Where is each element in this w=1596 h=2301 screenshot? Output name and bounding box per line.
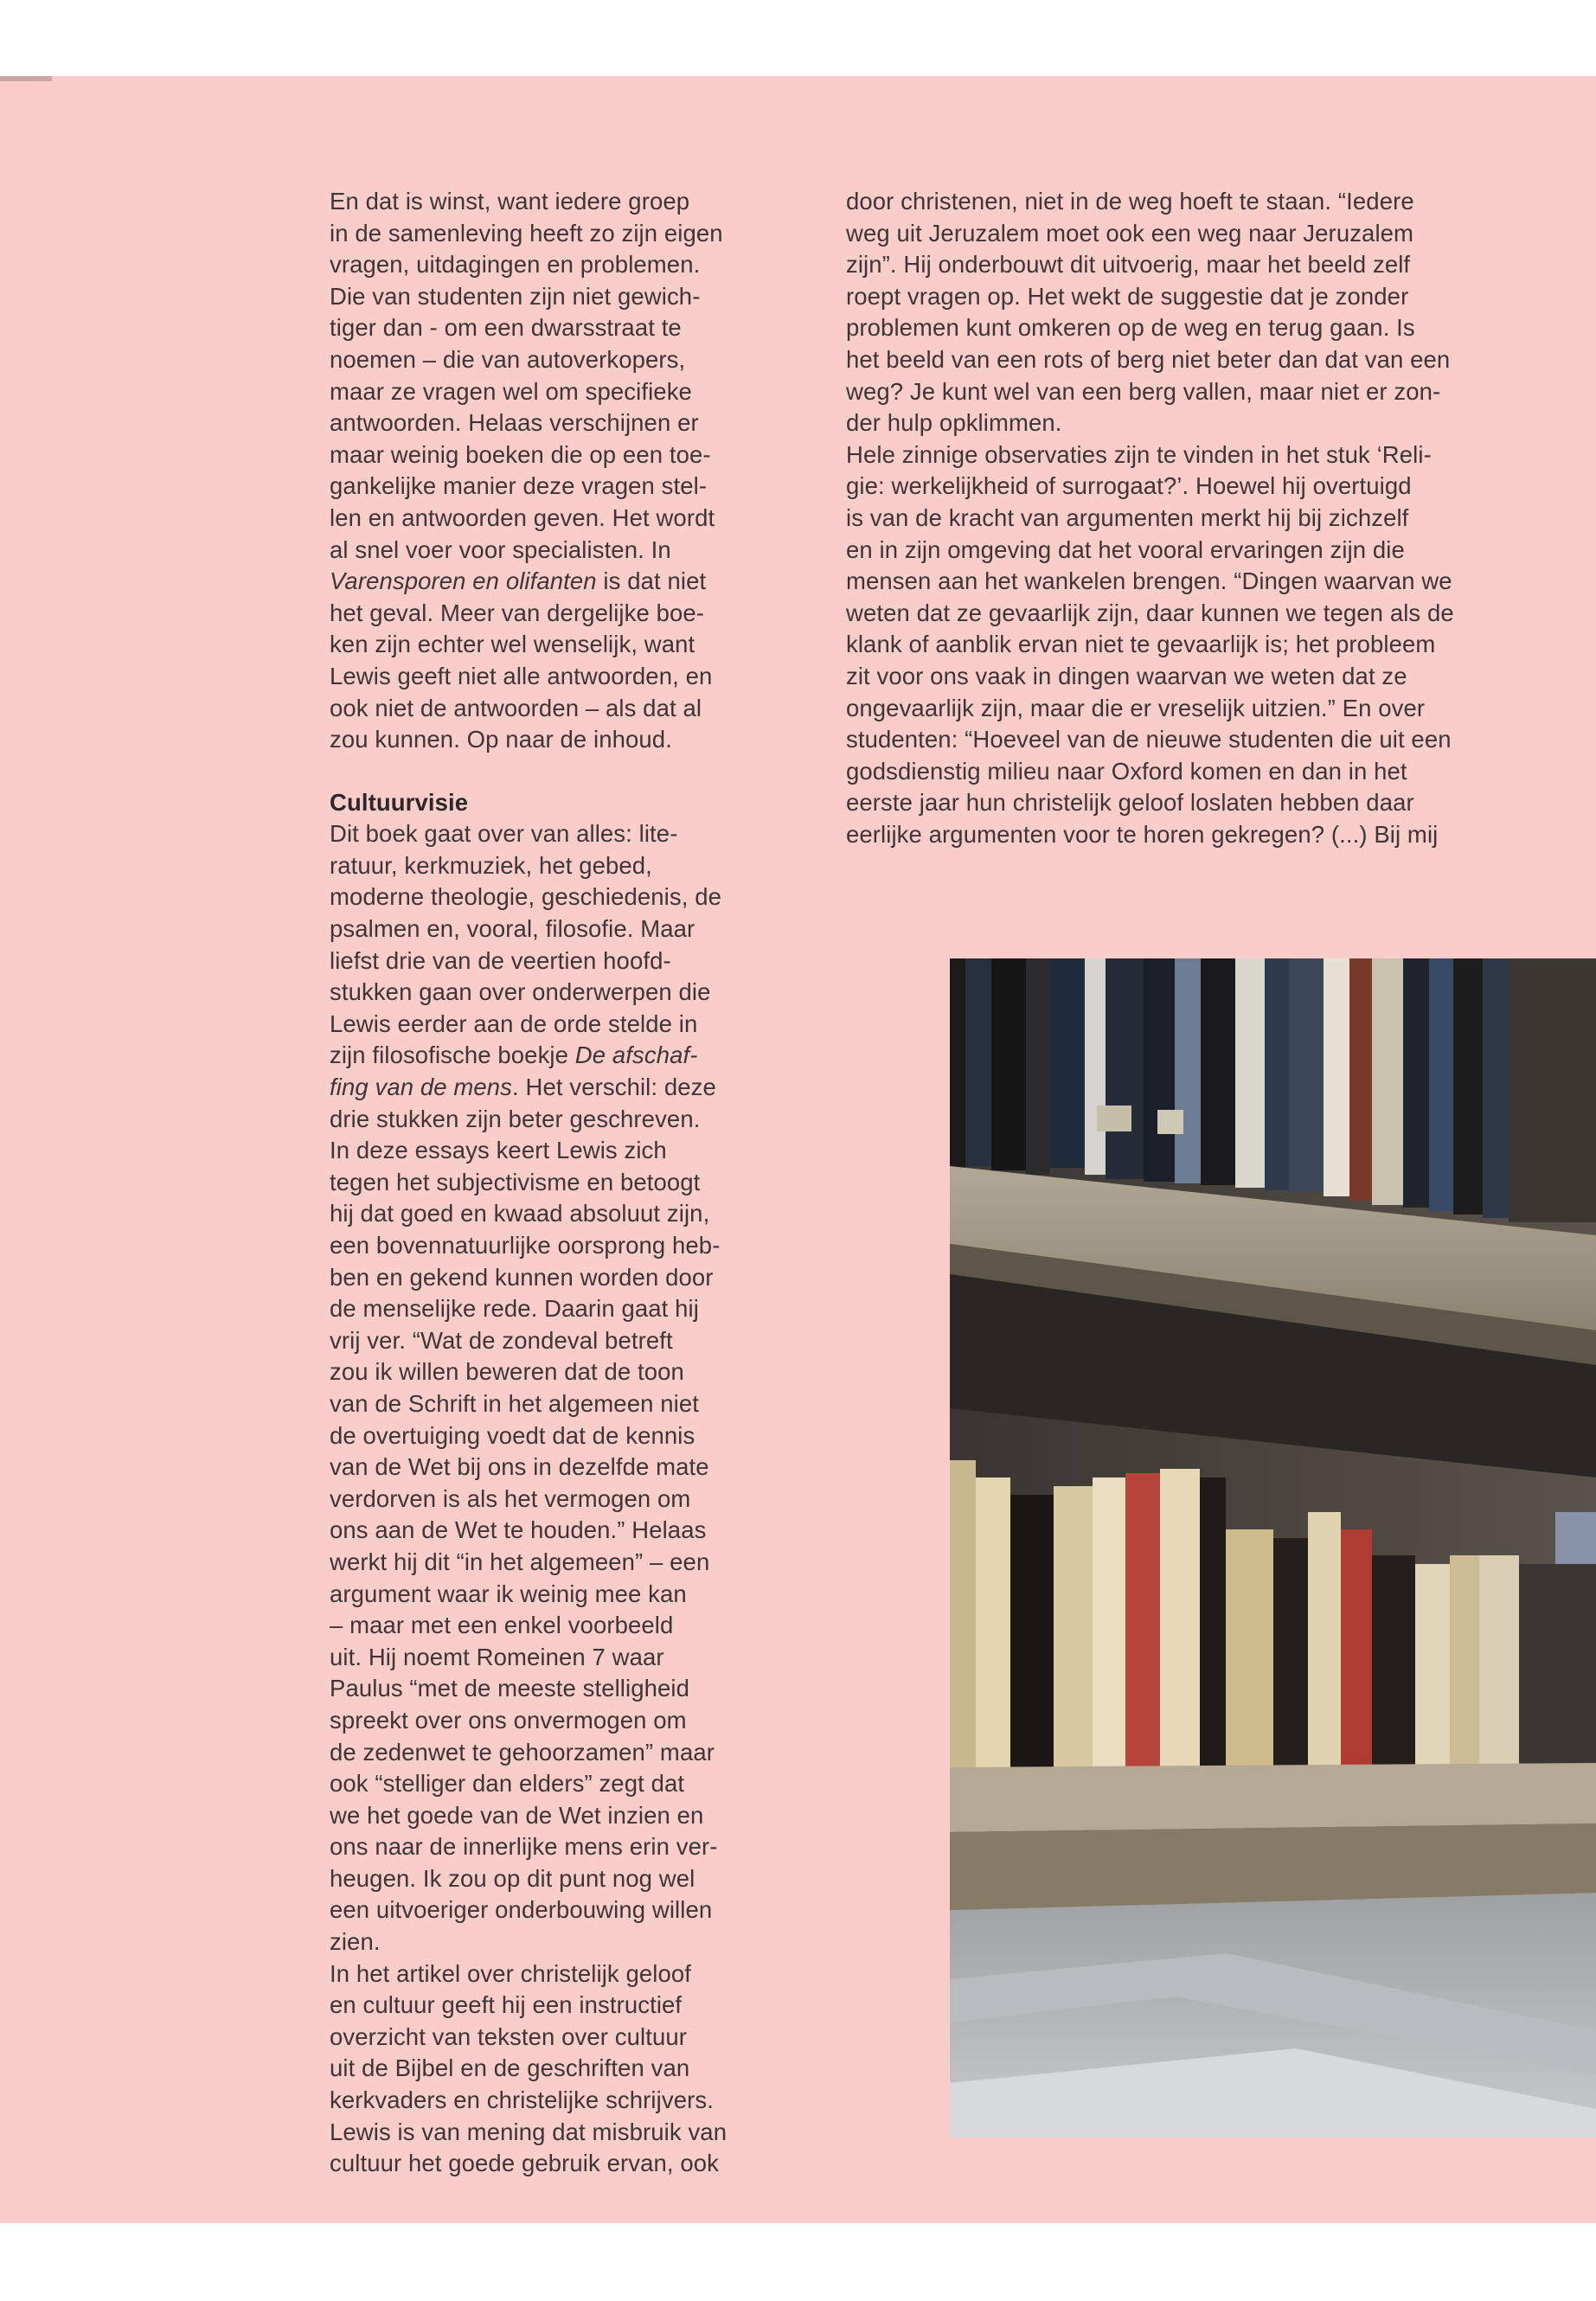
intro-text-continued: is dat niet het geval. Meer van dergelijke boe- ken zijn echter wel wenselijk, want Lewis geeft niet alle antwoorden, en ook niet de antwoorden – als dat al zou kunnen. Op naar de inhoud. <box>330 567 713 753</box>
left-text-column <box>330 186 797 2180</box>
right-paragraph-2: Hele zinnige observaties zijn te vinden in het stuk ‘Reli- gie: werkelijkheid of surrogaat?’. Hoewel hij overtuigd is van de kracht van argumenten merkt hij bij zichzelf en in zijn omgeving dat het vooral ervaringen zijn die mensen aan het wankelen brengen. “Dingen waarvan we weten dat ze gevaarlijk zijn, daar kunnen we tegen als de klank of aanblik ervan niet te gevaarlijk is; het probleem zit voor ons vaak in dingen waarvan we weten dat ze ongevaarlijk zijn, maar die er vreselijk uitzien.” En over studenten: “Hoeveel van de nieuwe studenten die uit een godsdienstig milieu naar Oxford komen en dan in het eerste jaar hun christelijk geloof loslaten hebben daar eerlijke argumenten voor te horen gekregen? (...) Bij mij <box>846 440 1454 848</box>
body-paragraph-2: In het artikel over christelijk geloof en cultuur geeft hij een instructief overzicht van teksten over cultuur uit de Bijbel en de geschriften van kerkvaders en christelijke schrijvers. Lewis is van mening dat misbruik van cultuur het goede gebruik ervan, ook <box>330 1959 727 2177</box>
bookshelf-photo <box>950 958 1596 2138</box>
page-edge-mark <box>0 76 52 81</box>
book-title-varensporen: Varensporen en olifanten <box>330 567 597 595</box>
intro-paragraph <box>330 186 797 756</box>
right-paragraph-1: door christenen, niet in de weg hoeft te staan. “Iedere weg uit Jeruzalem moet ook een weg naar Jeruzalem zijn”. Hij onderbouwt dit uitvoerig, maar het beeld zelf roept vragen op. Het wekt de suggestie dat je zonder problemen kunt omkeren op de weg en terug gaan. Is het beeld van een rots of berg niet beter dan dat van een weg? Je kunt wel van een berg vallen, maar niet er zon- der hulp opklimmen. <box>846 188 1451 437</box>
body-text-1: Dit boek gaat over van alles: lite- ratuur, kerkmuziek, het gebed, moderne theologie, geschiedenis, de psalmen en, vooral, filosofie. Maar liefst drie van de veertien hoofd- stukken gaan over onderwerpen die Lewis eerder aan de orde stelde in zijn filosofische boekje <box>330 820 721 1069</box>
body-text-2: . Het verschil: deze drie stukken zijn beter geschreven. In deze essays keert Lewis zich tegen het subjectivisme en betoogt hij dat goed en kwaad absoluut zijn, een bovennatuurlijke oorsprong heb- ben en gekend kunnen worden door de menselijke rede. Daarin gaat hij vrij ver. “Wat de zondeval betreft zou ik willen beweren dat de toon van de Schrift in het algemeen niet de overtuiging voedt dat de kennis van de Wet bij ons in dezelfde mate verdorven is als het vermogen om ons aan de Wet te houden.” Helaas werkt hij dit “in het algemeen” – een argument waar ik weinig mee kan – maar met een enkel voorbeeld uit. Hij noemt Romeinen 7 waar Paulus “met de meeste stelligheid spreekt over ons onvermogen om de zedenwet te gehoorzamen” maar ook “stelliger dan elders” zegt dat we het goede van de Wet inzien en ons naar de innerlijke mens erin ver- heugen. Ik zou op dit punt nog wel een uitvoeriger onderbouwing willen zien. <box>330 1074 721 1956</box>
section-heading: Cultuurvisie <box>330 788 469 816</box>
book-title-afschaffing: De afschaf- fing van de mens <box>330 1042 698 1101</box>
paragraph-gap <box>330 756 797 787</box>
right-text-column <box>846 186 1548 850</box>
body-paragraph-1 <box>330 818 797 1958</box>
intro-text: En dat is winst, want iedere groep in de samenleving heeft zo zijn eigen vragen, uitdagingen en problemen. Die van studenten zijn niet gewich- tiger dan - om een dwarsstraat te noemen – die van autoverkopers, maar ze vragen wel om specifieke antwoorden. Helaas verschijnen er maar weinig boeken die op een toe- gankelijke manier deze vragen stel- len en antwoorden geven. Het wordt al snel voer voor specialisten. In <box>330 188 723 563</box>
lower-shelf <box>950 1763 1596 1832</box>
bookshelf-illustration <box>950 958 1596 2138</box>
